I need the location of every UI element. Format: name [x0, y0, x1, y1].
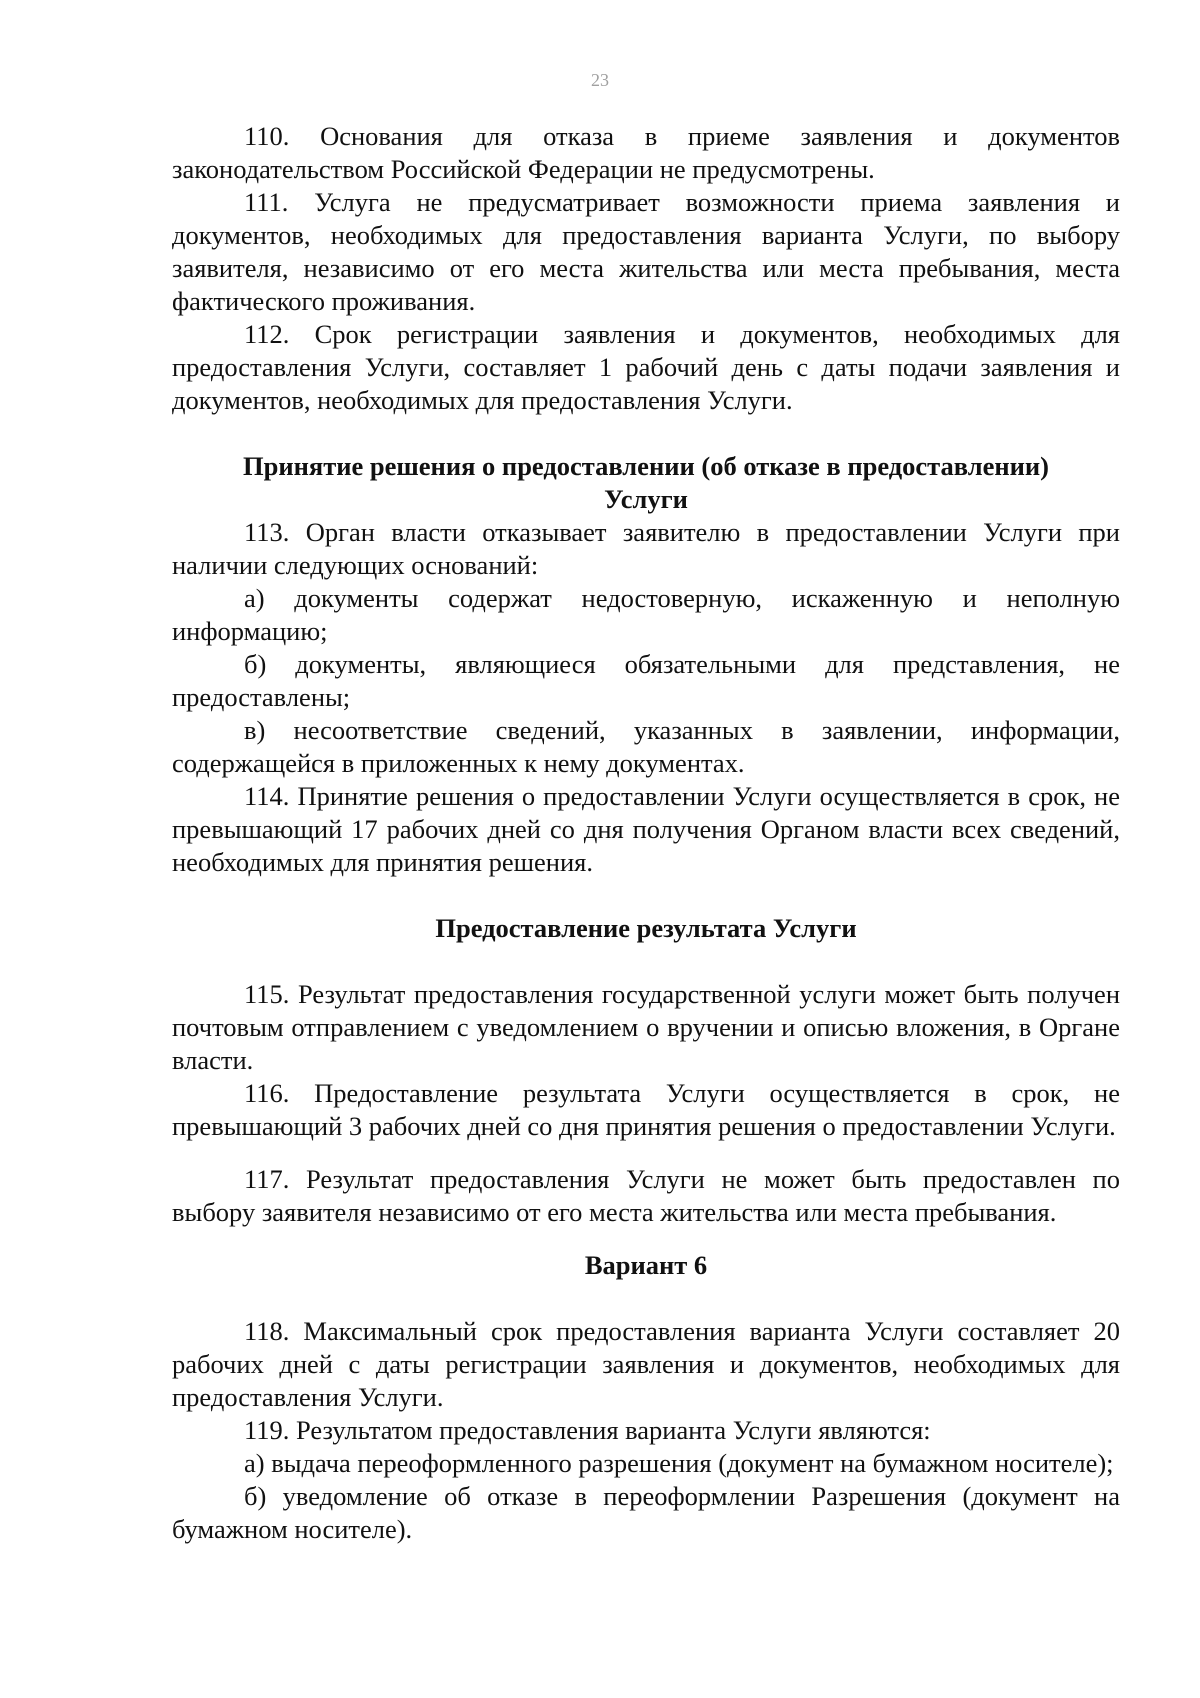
- section-heading-result: Предоставление результата Услуги: [435, 913, 857, 943]
- paragraph-115: 115. Результат предоставления государственной услуги может быть получен почтовым отправлением с уведомлением о вручении и описью вложения, в Органе власти.: [172, 979, 1120, 1075]
- paragraph-119: 119. Результатом предоставления варианта Услуги являются:: [244, 1415, 931, 1445]
- paragraph-114: 114. Принятие решения о предоставлении Услуги осуществляется в срок, не превышающий 17 рабочих дней со дня получения Органом власти всех сведений, необходимых для принятия решения.: [172, 781, 1120, 877]
- section-heading-decision: Принятие решения о предоставлении (об отказе в предоставлении) Услуги: [243, 451, 1049, 514]
- list-item-113c: в) несоответствие сведений, указанных в заявлении, информации, содержащейся в приложенных к нему документах.: [172, 715, 1120, 778]
- paragraph-113: 113. Орган власти отказывает заявителю в предоставлении Услуги при наличии следующих оснований:: [172, 517, 1120, 580]
- page-number: 23: [591, 70, 609, 90]
- paragraph-118: 118. Максимальный срок предоставления варианта Услуги составляет 20 рабочих дней с даты регистрации заявления и документов, необходимых для предоставления Услуги.: [172, 1316, 1120, 1412]
- document-body: [172, 120, 1120, 1546]
- paragraph-111: 111. Услуга не предусматривает возможности приема заявления и документов, необходимых для предоставления варианта Услуги, по выбору заявителя, независимо от его места жительства или места пребывания, места фактического проживания.: [172, 187, 1120, 316]
- list-item-119a: а) выдача переоформленного разрешения (документ на бумажном носителе);: [244, 1448, 1114, 1478]
- paragraph-112: 112. Срок регистрации заявления и документов, необходимых для предоставления Услуги, составляет 1 рабочий день с даты подачи заявления и документов, необходимых для предоставления Услуги.: [172, 319, 1120, 415]
- section-heading-variant-6: Вариант 6: [584, 1250, 708, 1280]
- list-item-119b: б) уведомление об отказе в переоформлении Разрешения (документ на бумажном носителе).: [172, 1481, 1120, 1544]
- paragraph-110: 110. Основания для отказа в приеме заявления и документов законодательством Российской Федерации не предусмотрены.: [172, 121, 1120, 184]
- list-item-113a: а) документы содержат недостоверную, искаженную и неполную информацию;: [172, 583, 1120, 646]
- paragraph-117: 117. Результат предоставления Услуги не может быть предоставлен по выбору заявителя независимо от его места жительства или места пребывания.: [172, 1164, 1120, 1227]
- paragraph-116: 116. Предоставление результата Услуги осуществляется в срок, не превышающий 3 рабочих дней со дня принятия решения о предоставлении Услуги.: [172, 1078, 1120, 1141]
- list-item-113b: б) документы, являющиеся обязательными для представления, не предоставлены;: [172, 649, 1120, 712]
